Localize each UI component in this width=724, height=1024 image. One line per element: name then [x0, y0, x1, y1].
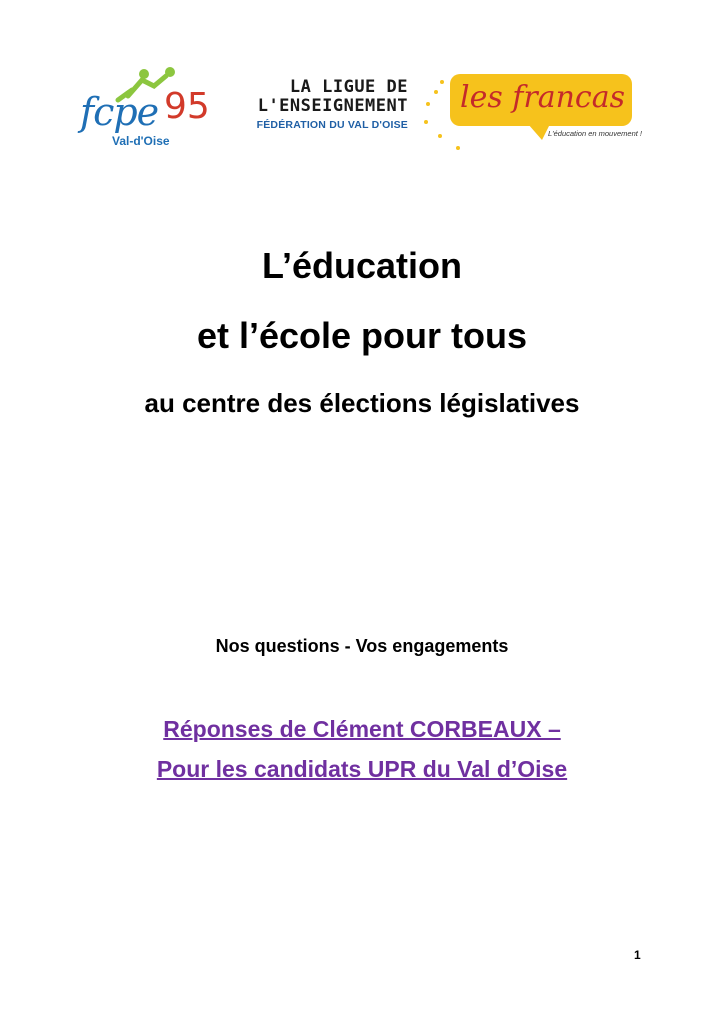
dot-icon [456, 146, 460, 150]
dot-icon [438, 134, 442, 138]
fcpe-number: 95 [164, 86, 210, 127]
dot-icon [424, 120, 428, 124]
francas-tagline: L'éducation en mouvement ! [548, 129, 642, 138]
fcpe-wordmark: fcpe [80, 90, 159, 134]
title-line2: et l’école pour tous [196, 315, 528, 356]
ligue-enseignement-logo [230, 78, 408, 138]
dot-icon [440, 80, 444, 84]
ligue-line1: LA LIGUE DE [289, 77, 408, 97]
dot-icon [426, 102, 430, 106]
dot-icon [434, 90, 438, 94]
fcpe-logo [78, 66, 208, 154]
francas-wordmark: les francas [460, 80, 626, 115]
title-line3: au centre des élections législatives [144, 388, 580, 418]
title-line1: L’éducation [261, 245, 463, 286]
responses-line2: Pour les candidats UPR du Val d’Oise [156, 756, 568, 782]
ligue-line3: FÉDÉRATION DU VAL D'OISE [256, 119, 408, 131]
speech-bubble-tail [528, 124, 550, 140]
fcpe-subtitle: Val-d'Oise [112, 134, 170, 148]
page-number: 1 [634, 948, 641, 962]
responses-line1: Réponses de Clément CORBEAUX – [163, 716, 561, 742]
francas-logo [420, 72, 662, 158]
subtitle: Nos questions - Vos engagements [215, 636, 509, 656]
ligue-line2: L'ENSEIGNEMENT [257, 96, 408, 116]
